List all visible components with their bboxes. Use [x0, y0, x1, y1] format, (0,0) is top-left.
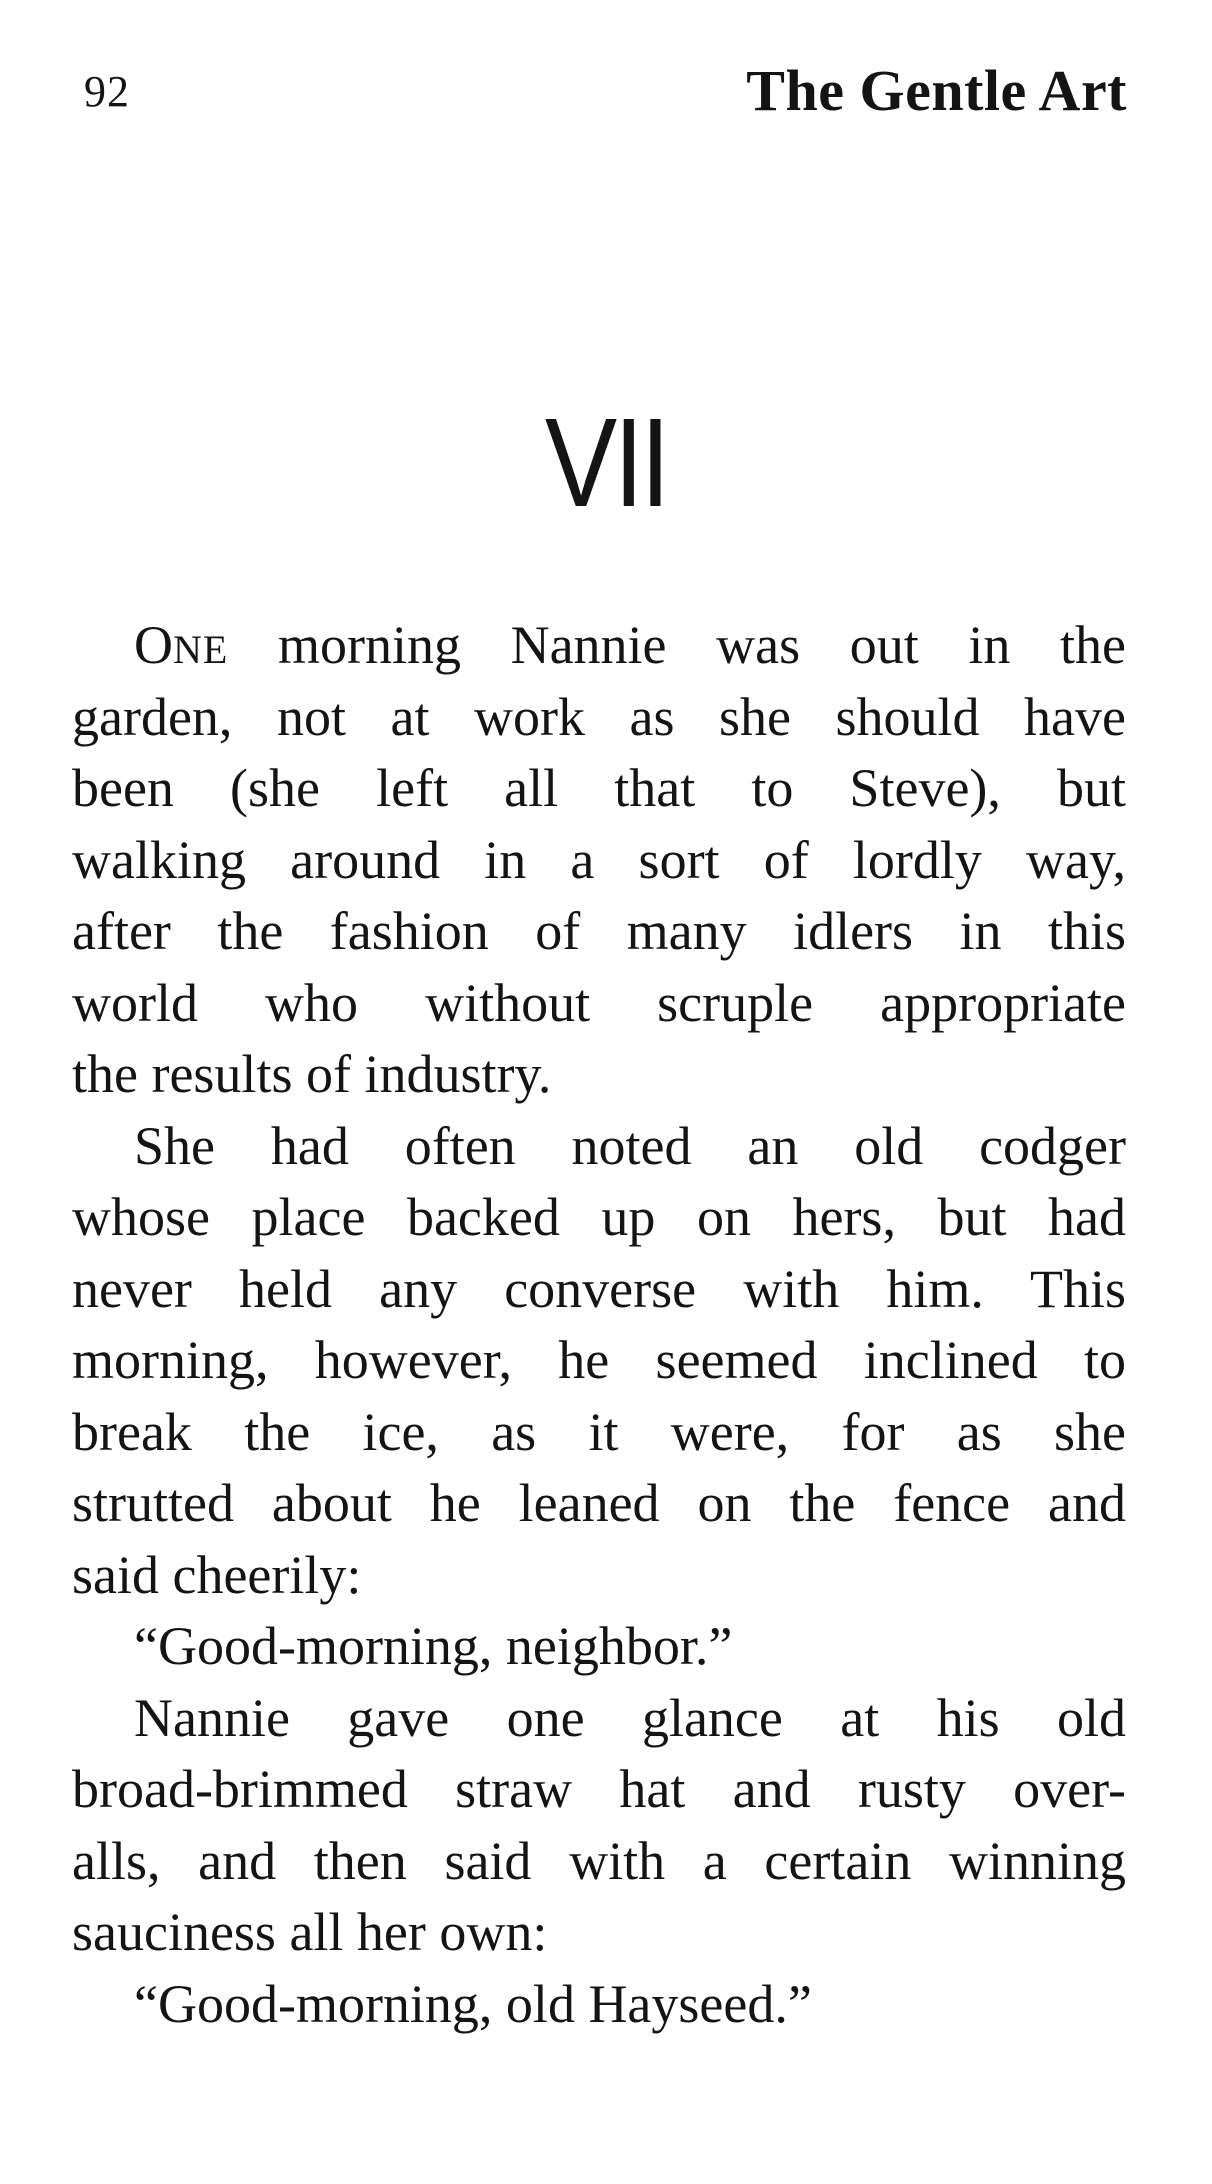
paragraph — [72, 1611, 1126, 1683]
paragraph — [72, 1111, 1126, 1612]
paragraph — [72, 610, 1126, 1111]
paragraph — [72, 1683, 1126, 1969]
small-caps-word-tail: NE — [173, 627, 229, 672]
text-line: break the ice, as it were, for as she — [72, 1401, 1126, 1462]
text-line: sauciness all her own: — [72, 1902, 548, 1962]
running-head: The Gentle Art — [746, 58, 1127, 123]
text-line: broad-brimmed straw hat and rusty over- — [72, 1759, 1126, 1819]
page-number: 92 — [84, 67, 130, 116]
text-line: Nannie gave one glance at his old — [134, 1687, 1126, 1748]
text-line: walking around in a sort of lordly way, — [72, 829, 1126, 890]
small-caps-initial: O — [134, 615, 173, 675]
text-line — [72, 610, 1126, 682]
line-text: morning Nannie was out in the — [228, 615, 1126, 675]
text-line: been (she left all that to Steve), but — [72, 758, 1126, 818]
chapter-number: VII — [544, 392, 668, 533]
text-line: the results of industry. — [72, 1044, 552, 1104]
paragraph — [72, 1969, 1126, 2041]
text-line: “Good-morning, old Hayseed.” — [134, 1973, 812, 2034]
body-text — [72, 610, 1126, 2040]
text-line: after the fashion of many idlers in this — [72, 901, 1126, 961]
text-line: world who without scruple appropriate — [72, 972, 1126, 1033]
text-line: morning, however, he seemed inclined to — [72, 1330, 1126, 1390]
text-line: “Good-morning, neighbor.” — [134, 1616, 733, 1676]
text-line: strutted about he leaned on the fence and — [72, 1473, 1126, 1533]
text-line: She had often noted an old codger — [134, 1115, 1126, 1176]
text-line: garden, not at work as she should have — [72, 686, 1126, 747]
text-line: never held any converse with him. This — [72, 1258, 1126, 1319]
text-line: whose place backed up on hers, but had — [72, 1187, 1126, 1247]
text-line: said cheerily: — [72, 1544, 362, 1605]
text-line: alls, and then said with a certain winning — [72, 1830, 1126, 1891]
